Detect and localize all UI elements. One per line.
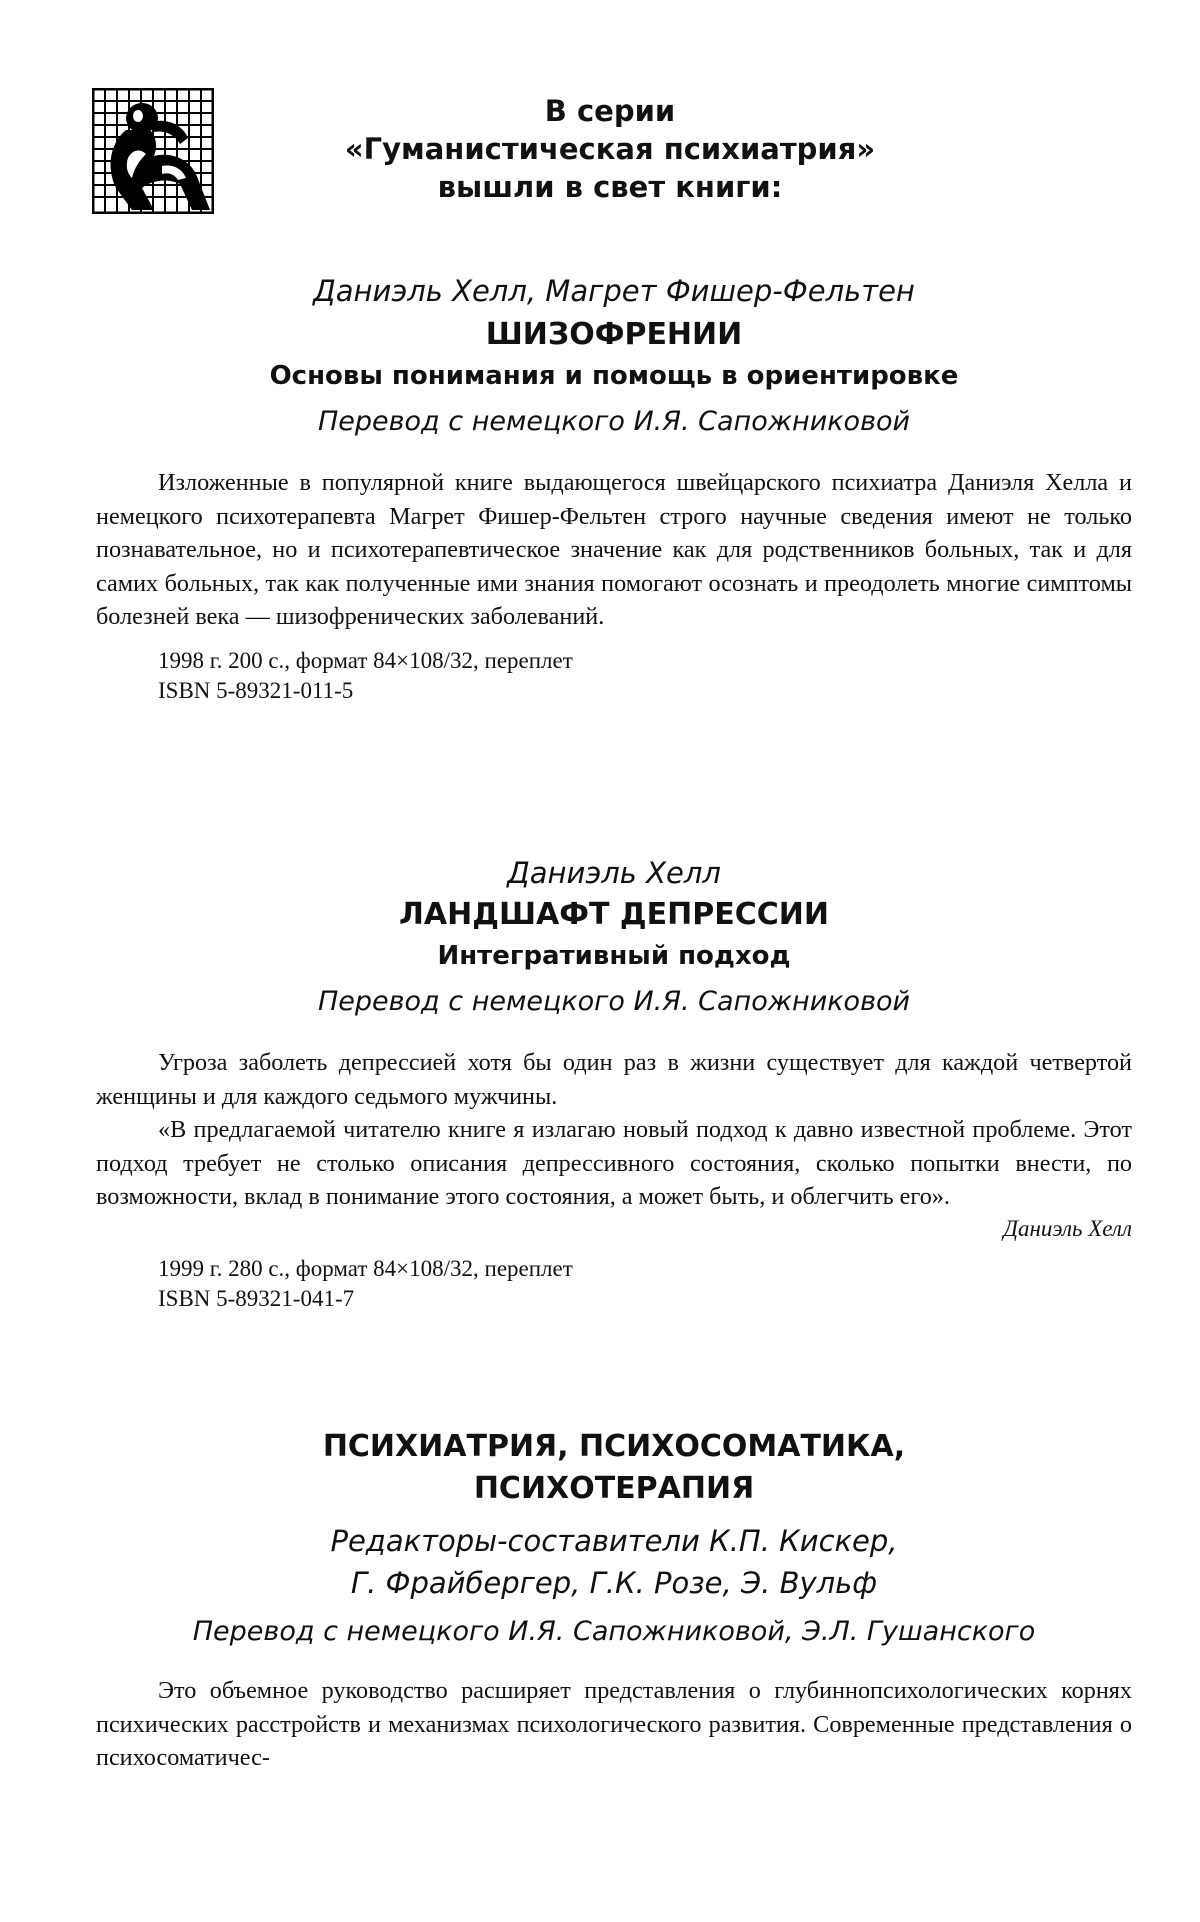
book-description [96,466,1132,634]
series-name: «Гуманистическая психиатрия» [344,132,876,166]
series-header-line: В серии [544,94,676,128]
book-title: ШИЗОФРЕНИИ [485,317,743,352]
book-entry [96,852,1132,1314]
book-authors: Даниэль Хелл [507,856,721,890]
book-details: 1998 г. 200 с., формат 84×108/32, переплет [158,647,573,673]
book-subtitle: Основы понимания и помощь в ориентировке [269,361,959,391]
book-isbn: ISBN 5-89321-041-7 [158,1285,355,1311]
book-editors: Редакторы-составители К.П. Кискер, [330,1524,898,1558]
book-translator: Перевод с немецкого И.Я. Сапожниковой, Э.Л. Гушанского [192,1616,1036,1647]
book-isbn: ISBN 5-89321-011-5 [158,677,354,703]
book-description [96,1046,1132,1214]
book-description [96,1674,1132,1775]
book-translator: Перевод с немецкого И.Я. Сапожниковой [317,986,911,1017]
book-title: ПСИХОТЕРАПИЯ [473,1471,755,1506]
book-subtitle: Интегративный подход [437,941,791,971]
series-header [250,92,970,206]
quote-signature: Даниэль Хелл [1003,1215,1132,1241]
description-paragraph: Угроза заболеть депрессией хотя бы один раз в жизни существует для каждой четвертой женщины и для каждого седьмого мужчины. [96,1049,1132,1110]
book-details: 1999 г. 280 с., формат 84×108/32, переплет [158,1255,573,1281]
book-title: ПСИХИАТРИЯ, ПСИХОСОМАТИКА, [322,1429,906,1464]
book-authors: Даниэль Хелл, Магрет Фишер-Фельтен [313,274,915,308]
book-entry [96,1426,1132,1775]
description-paragraph: Изложенные в популярной книге выдающегося швейцарского психиатра Даниэля Хелла и немецкого психотерапевта Магрет Фишер-Фельтен строго научные сведения имеют не только познавательное, но и психотерапевтическое значение как для родственников больных, так и для самих больных, так как полученные ими знания помогают осознать и преодолеть многие симптомы болезней века — шизофренических заболеваний. [96,469,1132,631]
description-paragraph: Это объемное руководство расширяет представления о глубиннопсихологических корнях психических расстройств и механизмах психологического развития. Современные представления о психосоматичес- [96,1677,1132,1772]
series-logo-icon [92,88,214,214]
book-translator: Перевод с немецкого И.Я. Сапожниковой [317,406,911,437]
description-paragraph: «В предлагаемой читателю книге я излагаю новый подход к давно известной проблеме. Этот подход требует не столько описания депрессивного состояния, сколько попытки внести, по возможности, вклад в понимание этого состояния, а может быть, и облегчить его». [96,1116,1132,1211]
book-title: ЛАНДШАФТ ДЕПРЕССИИ [399,897,829,932]
book-editors: Г. Фрайбергер, Г.К. Розе, Э. Вульф [350,1566,878,1600]
book-entry [96,270,1132,706]
series-header-line: вышли в свет книги: [437,170,783,204]
